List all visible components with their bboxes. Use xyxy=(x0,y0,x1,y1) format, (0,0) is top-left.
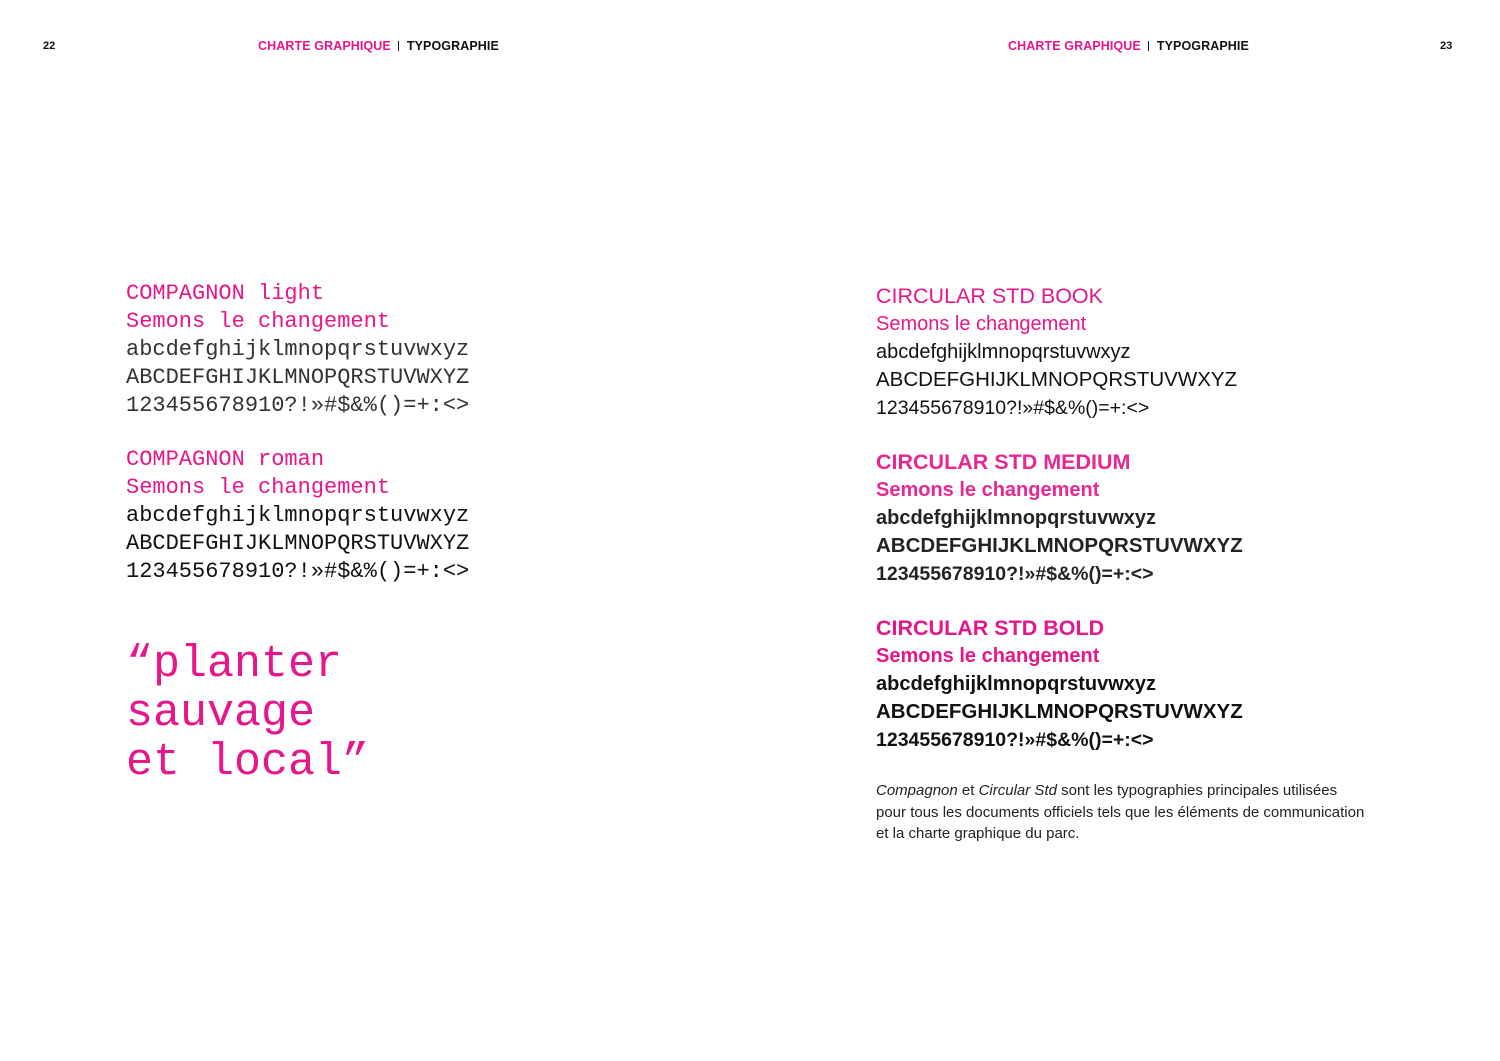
circular-medium-specimen xyxy=(876,448,1243,588)
header-section: CHARTE GRAPHIQUE xyxy=(1008,39,1141,53)
quote-line-1: “planter xyxy=(126,639,343,690)
font-name-circular: Circular Std xyxy=(978,782,1057,799)
specimen-lowercase: abcdefghijklmnopqrstuvwxyz xyxy=(876,341,1131,363)
description-text: sont les typographies principales utilisées pour tous les documents officiels tels que les éléments de communication et la charte graphique du parc. xyxy=(876,782,1365,842)
specimen-lowercase: abcdefghijklmnopqrstuvwxyz xyxy=(876,507,1157,529)
header-divider xyxy=(398,41,399,51)
typography-description xyxy=(876,780,1366,845)
specimen-lowercase: abcdefghijklmnopqrstuvwxyz xyxy=(126,337,470,362)
specimen-title: CIRCULAR STD MEDIUM xyxy=(876,450,1131,474)
page-number-right: 23 xyxy=(1440,40,1453,52)
specimen-uppercase: ABCDEFGHIJKLMNOPQRSTUVWXYZ xyxy=(876,534,1243,557)
specimen-sample: Semons le changement xyxy=(876,479,1100,501)
specimen-uppercase: ABCDEFGHIJKLMNOPQRSTUVWXYZ xyxy=(126,365,470,390)
specimen-title: COMPAGNON roman xyxy=(126,447,325,472)
specimen-sample: Semons le changement xyxy=(876,313,1087,335)
header-topic: TYPOGRAPHIE xyxy=(406,39,499,53)
specimen-sample: Semons le changement xyxy=(126,309,391,334)
quote-line-3: et local” xyxy=(126,737,370,788)
page-number-left: 22 xyxy=(43,40,56,52)
compagnon-roman-specimen xyxy=(126,446,469,586)
compagnon-light-specimen xyxy=(126,280,469,420)
specimen-lowercase: abcdefghijklmnopqrstuvwxyz xyxy=(126,503,470,528)
circular-book-specimen xyxy=(876,282,1237,422)
header-topic: TYPOGRAPHIE xyxy=(1156,39,1249,53)
font-name-compagnon: Compagnon xyxy=(876,782,958,799)
page-header-right xyxy=(1008,39,1249,53)
specimen-numerals: 123455678910?!»#$&%()=+:<> xyxy=(126,393,470,418)
specimen-lowercase: abcdefghijklmnopqrstuvwxyz xyxy=(876,673,1157,695)
specimen-uppercase: ABCDEFGHIJKLMNOPQRSTUVWXYZ xyxy=(876,700,1243,723)
description-connector: et xyxy=(957,782,979,799)
header-divider xyxy=(1148,41,1149,51)
page-header-left xyxy=(258,39,499,53)
quote-line-2: sauvage xyxy=(126,688,316,739)
specimen-numerals: 123455678910?!»#$&%()=+:<> xyxy=(876,563,1154,585)
pull-quote xyxy=(126,640,369,787)
specimen-title: COMPAGNON light xyxy=(126,281,325,306)
specimen-title: CIRCULAR STD BOOK xyxy=(876,284,1103,308)
specimen-uppercase: ABCDEFGHIJKLMNOPQRSTUVWXYZ xyxy=(876,368,1238,391)
specimen-numerals: 123455678910?!»#$&%()=+:<> xyxy=(126,559,470,584)
specimen-title: CIRCULAR STD BOLD xyxy=(876,616,1105,640)
specimen-numerals: 123455678910?!»#$&%()=+:<> xyxy=(876,397,1150,419)
specimen-sample: Semons le changement xyxy=(126,475,391,500)
specimen-numerals: 123455678910?!»#$&%()=+:<> xyxy=(876,729,1154,751)
header-section: CHARTE GRAPHIQUE xyxy=(258,39,391,53)
circular-bold-specimen xyxy=(876,614,1243,754)
specimen-sample: Semons le changement xyxy=(876,645,1100,667)
specimen-uppercase: ABCDEFGHIJKLMNOPQRSTUVWXYZ xyxy=(126,531,470,556)
